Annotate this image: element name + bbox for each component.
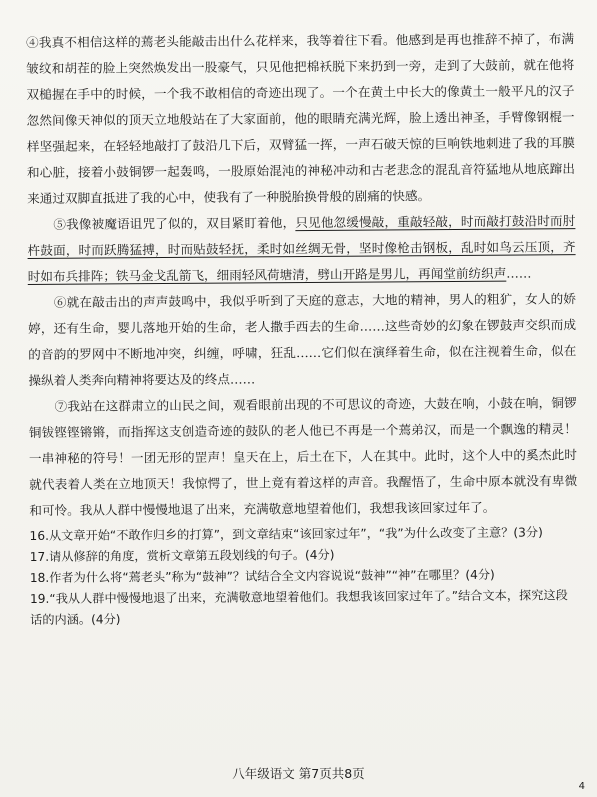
- passage-area: [26, 26, 578, 631]
- question-19: 19.“我从人群中慢慢地退了出来，充满敬意地望着他们。我想我该回家过年了。”结合文本，探究这段话的内涵。(4分): [29, 588, 568, 627]
- question-18: 18.作者为什么将“蔫老头”称为“鼓神”？试结合全文内容说说“鼓神”“神”在哪里？(4分): [29, 567, 495, 585]
- page-footer: 八年级语文 第7页共8页: [232, 766, 365, 781]
- paragraph-7: ⑦我站在这群肃立的山民之间，观看眼前出现的不可思议的奇迹，大鼓在响，小鼓在响，铜锣铜钹铿铿锵锵，而指挥这支创造奇迹的鼓队的老人他已不再是一个蔫弟汉，而是一个飘逸的精灵！一串神秘的符号！一团无形的罡声！皇天在上，后土在下，人在其中。此时，这个人中的奚杰此时就代表着人类在立地顶天！我惊愕了，世上竟有着这样的声音。我醒悟了，生命中原本就没有卑微和可怜。我从人群中慢慢地退了出来，充满敬意地望着他们，我想我该回家过年了。: [28, 395, 578, 518]
- question-16: 16.从文章开始“不敢作归乡的打算”，到文章结束“该回家过年”，“我”为什么改变了主意？(3分): [29, 525, 543, 543]
- paragraph-5-intro: ⑤我像被魔语诅咒了似的，双目紧盯着他，: [53, 215, 296, 232]
- question-17: 17.请从修辞的角度，赏析文章第五段划线的句子。(4分): [29, 547, 335, 564]
- underlined-sentence: 只见他忽缓慢敲，重敲轻敲，时而敲打鼓沿时而肘杵鼓面，时而跃腾猛搏，时而贴鼓轻抚，柔时如丝绸无骨，坚时像枪击钢板，乱时如鸟云压顶，齐时如布兵排阵；铁马金戈乱箭飞，细雨轻风荷塘清，劈山开路是男儿，再闻堂前纺织声: [27, 213, 576, 284]
- paragraph-5: [27, 208, 576, 290]
- paragraph-4: ④我真不相信这样的蔫老头能敲击出什么花样来，我等着往下看。他感到是再也推辞不掉了，布满皱纹和胡茬的脸上突然焕发出一股豪气，只见他把棉袄脱下来扔到一旁，走到了大鼓前，就在他将双槌握在手中的时候，一个我不敢相信的奇迹出现了。一个在黄土中长大的像黄土一般平凡的汉子忽然间像天神似的顶天立地般站在了大家面前，他的眼睛充满光辉，脸上透出神圣，手臂像钢棍一样坚强起来，在轻轻地敲打了鼓沿几下后，双臂猛一挥，一声石破天惊的巨响铁地刺进了我的耳膜和心脏，接着小鼓铜锣一起轰鸣，一股原始混沌的神秘冲动和古老悲念的混乱音符猛地从地底蹿出来通过双脚直抵进了我的心中，使我有了一种脱胎换骨般的剧痛的快感。: [26, 31, 576, 206]
- page-number: 4: [578, 781, 585, 792]
- paragraph-6: ⑥就在敲击出的声声鼓鸣中，我似乎听到了天庭的意志，大地的精神，男人的粗犷，女人的娇婷，还有生命，婴儿落地开始的生命，老人撒手西去的生命……这些奇妙的幻象在锣鼓声交织而成的音韵的罗网中不断地冲突，纠缠，呼啸，狂乱……它们似在演绎着生命，似在注视着生命，似在操纵着人类奔向精神将要达及的终点……: [28, 291, 577, 388]
- paragraph-5-ellipsis: ……: [506, 265, 532, 281]
